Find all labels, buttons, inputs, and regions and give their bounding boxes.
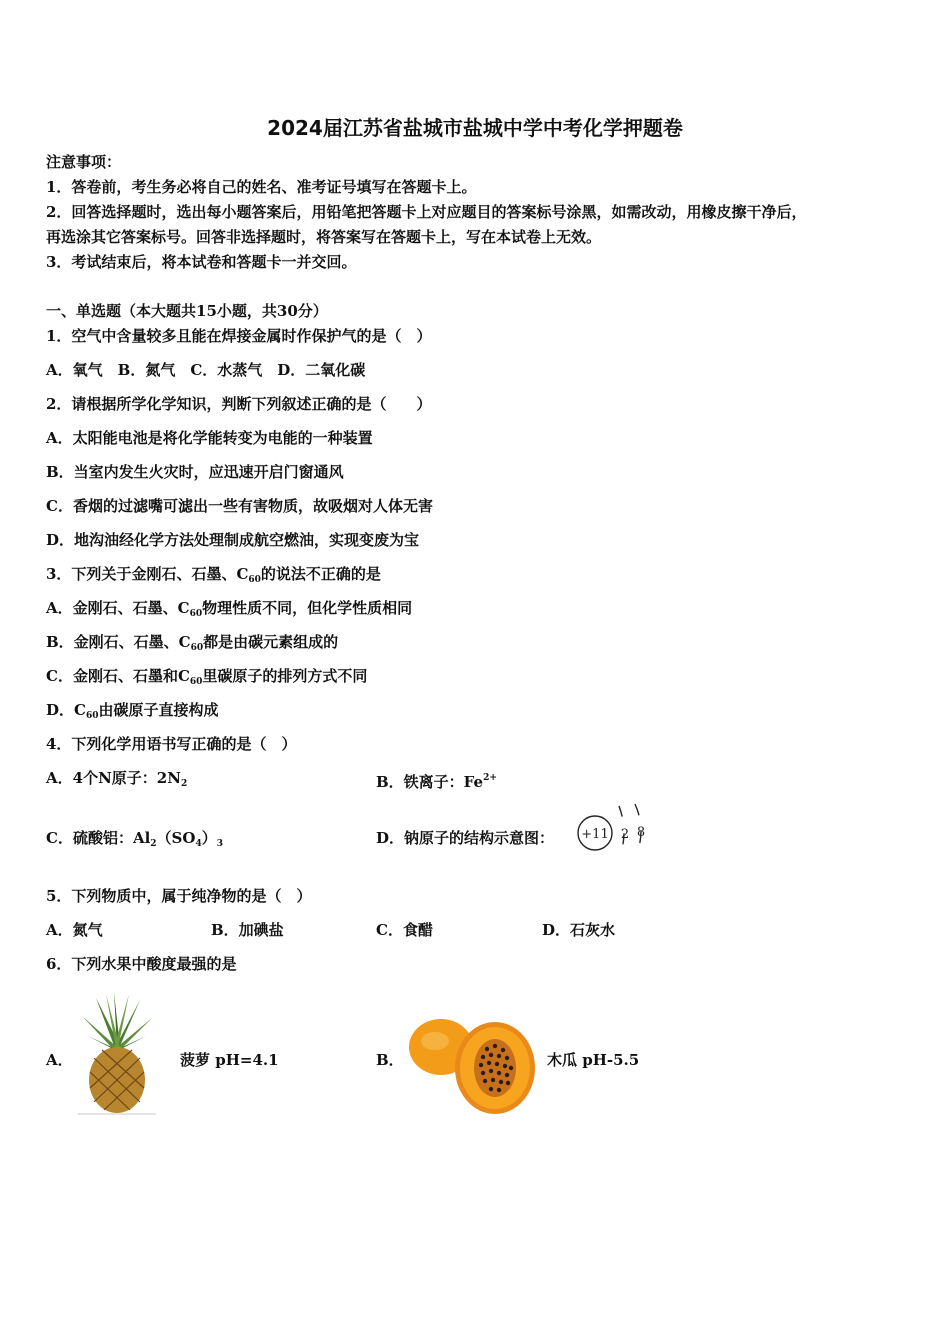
q2-option-d: D．地沟油经化学方法处理制成航空燃油，实现变废为宝: [46, 531, 420, 549]
q5-option-d: D．石灰水: [542, 921, 616, 939]
shell-1-count: 2: [620, 827, 630, 842]
q3-option-b: B．金刚石、石墨、$C_{60}$都是由碳元素组成的: [46, 633, 339, 653]
sodium-atom-diagram: [574, 800, 654, 862]
q2-option-a: A．太阳能电池是将化学能转变为电能的一种装置: [46, 429, 373, 447]
notice-item: 2．回答选择题时，选出每小题答案后，用铅笔把答题卡上对应题目的答案标号涂黑，如需改动，用橡皮擦干净后，: [46, 203, 807, 221]
q5-option-a: A．氮气: [46, 921, 103, 939]
q1-options: A．氧气 B．氮气 C．水蒸气 D．二氧化碳: [46, 361, 366, 379]
q5-option-b: B．加碘盐: [211, 921, 284, 939]
q6-option-a-label: A．: [46, 1051, 73, 1069]
q2-option-b: B．当室内发生火灾时，应迅速开启门窗通风: [46, 463, 344, 481]
notice-item: 再选涂其它答案标号。回答非选择题时，将答案写在答题卡上，写在本试卷上无效。: [46, 228, 602, 246]
q3-stem: 3．下列关于金刚石、石墨、$C_{60}$的说法不正确的是: [46, 565, 381, 585]
q2-stem: 2．请根据所学化学知识，判断下列叙述正确的是（ ）: [46, 395, 432, 413]
q6-option-a-text: 菠萝 pH=4.1: [180, 1051, 279, 1069]
q1-stem: 1．空气中含量较多且能在焊接金属时作保护气的是（ ）: [46, 327, 432, 345]
notice-heading: 注意事项：: [46, 153, 122, 171]
q2-option-c: C．香烟的过滤嘴可滤出一些有害物质，故吸烟对人体无害: [46, 497, 433, 515]
q4-option-a: A．4个N原子：$2N_2$: [46, 769, 188, 789]
q5-stem: 5．下列物质中，属于纯净物的是（ ）: [46, 887, 312, 905]
q6-option-b-label: B．: [376, 1051, 404, 1069]
section-heading: 一、单选题（本大题共15小题，共30分）: [46, 302, 328, 320]
notice-item: 1．答卷前，考生务必将自己的姓名、准考证号填写在答题卡上。: [46, 178, 477, 196]
papaya-image: [405, 1013, 547, 1115]
q4-option-c: C．硫酸铝：$Al_2(SO_4)_3$: [46, 829, 223, 849]
q3-option-d: D．$C_{60}$由碳原子直接构成: [46, 701, 219, 721]
q6-stem: 6．下列水果中酸度最强的是: [46, 955, 237, 973]
q4-option-b: B．铁离子：$Fe^{2+}$: [376, 773, 497, 791]
q3-option-c: C．金刚石、石墨和$C_{60}$里碳原子的排列方式不同: [46, 667, 368, 687]
notice-item: 3．考试结束后，将本试卷和答题卡一并交回。: [46, 253, 357, 271]
nucleus-charge: +11: [581, 827, 609, 842]
q5-option-c: C．食醋: [376, 921, 433, 939]
pineapple-leaves: [82, 992, 152, 1050]
q4-option-d: D．钠原子的结构示意图：: [376, 829, 555, 847]
q4-stem: 4．下列化学用语书写正确的是（ ）: [46, 735, 297, 753]
q6-option-b-text: 木瓜 pH-5.5: [547, 1051, 640, 1069]
shell-2-count: 8: [636, 825, 646, 840]
q3-option-a: A．金刚石、石墨、$C_{60}$物理性质不同，但化学性质相同: [46, 599, 413, 619]
pineapple-image: [74, 990, 160, 1116]
page-title: 2024届江苏省盐城市盐城中学中考化学押题卷: [267, 116, 683, 140]
